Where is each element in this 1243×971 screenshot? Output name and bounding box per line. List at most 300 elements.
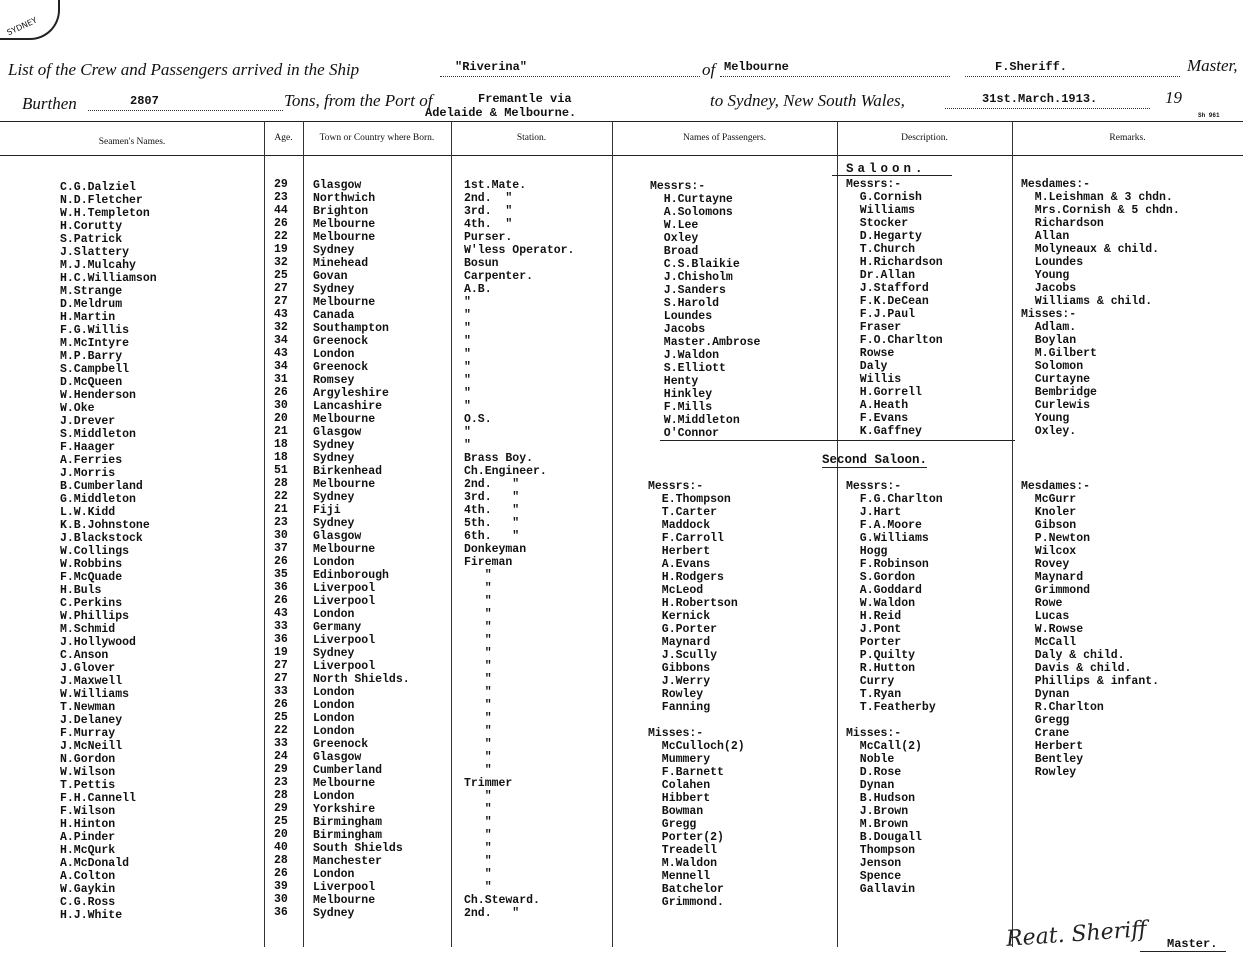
second-saloon-passenger: Treadell	[648, 844, 718, 857]
crew-station: Fireman	[464, 556, 513, 569]
second-saloon-passenger: J.Werry	[648, 675, 711, 688]
crew-name: D.Meldrum	[60, 298, 123, 311]
crew-name: C.Anson	[60, 649, 109, 662]
saloon-description-entry: A.Heath	[846, 399, 909, 412]
crew-birthplace: Sydney	[313, 517, 355, 530]
arrival-date: 31st.March.1913.	[982, 92, 1098, 106]
saloon-passenger: Hinkley	[650, 388, 713, 401]
saloon-description-entry: Fraser	[846, 321, 902, 334]
crew-age: 32	[274, 321, 288, 334]
second-saloon-description-column	[846, 480, 943, 896]
saloon-remarks-entry: Williams & child.	[1021, 295, 1153, 308]
second-saloon-remarks-entry: Knoler	[1021, 506, 1077, 519]
crew-station: "	[464, 725, 492, 738]
crew-age: 27	[274, 282, 288, 295]
crew-station: 4th. "	[464, 218, 513, 231]
saloon-remarks-entry: Curlewis	[1021, 399, 1091, 412]
crew-birthplace: Sydney	[313, 907, 355, 920]
saloon-description-entry: Daly	[846, 360, 888, 373]
crew-birthplace: Glasgow	[313, 179, 362, 192]
second-saloon-remarks-entry: McGurr	[1021, 493, 1077, 506]
second-saloon-description-entry: Porter	[846, 636, 902, 649]
crew-birthplace: London	[313, 556, 355, 569]
form-number: Sh 961	[1198, 112, 1220, 119]
second-saloon-remarks-entry: Gibson	[1021, 519, 1077, 532]
second-saloon-passenger	[648, 714, 745, 727]
second-saloon-passenger: Porter(2)	[648, 831, 724, 844]
crew-name: B.Cumberland	[60, 480, 143, 493]
crew-name: M.P.Barry	[60, 350, 123, 363]
crew-age: 34	[274, 334, 288, 347]
crew-age: 30	[274, 529, 288, 542]
crew-age: 23	[274, 191, 288, 204]
crew-age: 21	[274, 425, 288, 438]
crew-name: M.Strange	[60, 285, 123, 298]
saloon-passenger: Henty	[650, 375, 699, 388]
crew-name: W.Phillips	[60, 610, 130, 623]
crew-birthplace: London	[313, 699, 355, 712]
crew-age: 37	[274, 542, 288, 555]
crew-name: F.Wilson	[60, 805, 116, 818]
second-saloon-remarks-entry: Herbert	[1021, 740, 1084, 753]
saloon-remarks-entry: Molyneaux & child.	[1021, 243, 1160, 256]
second-saloon-passenger: Hibbert	[648, 792, 711, 805]
second-saloon-passenger: Rowley	[648, 688, 704, 701]
crew-age: 23	[274, 776, 288, 789]
second-saloon-description-entry: F.G.Charlton	[846, 493, 943, 506]
second-saloon-remarks-entry: Bentley	[1021, 753, 1084, 766]
burthen-label: Burthen	[22, 94, 77, 113]
crew-birthplace: Sydney	[313, 452, 355, 465]
second-saloon-passenger: T.Carter	[648, 506, 718, 519]
saloon-remarks-entry: M.Leishman & 3 chdn.	[1021, 191, 1173, 204]
second-saloon-passenger: Grimmond.	[648, 896, 724, 909]
crew-age: 26	[274, 698, 288, 711]
crew-birthplace: London	[313, 868, 355, 881]
crew-station: "	[464, 439, 471, 452]
crew-name: H.J.White	[60, 909, 123, 922]
crew-birthplace: Fiji	[313, 504, 341, 517]
saloon-description-entry: F.J.Paul	[846, 308, 916, 321]
saloon-description-entry: F.Evans	[846, 412, 909, 425]
crew-birthplace: Manchester	[313, 855, 383, 868]
crew-age: 36	[274, 633, 288, 646]
second-saloon-description-entry: H.Reid	[846, 610, 902, 623]
second-saloon-remarks-entry: Maynard	[1021, 571, 1084, 584]
ship-name-line	[440, 76, 700, 77]
crew-birthplace: London	[313, 725, 355, 738]
crew-station: "	[464, 608, 492, 621]
col-header-seamen: Seamen's Names.	[98, 137, 166, 147]
table-top-rule	[0, 121, 1243, 122]
crew-station: "	[464, 829, 492, 842]
crew-birthplace: Melbourne	[313, 231, 376, 244]
crew-station: "	[464, 348, 471, 361]
crew-age: 19	[274, 243, 288, 256]
saloon-remarks-entry: Young	[1021, 412, 1070, 425]
crew-name: W.Oke	[60, 402, 95, 415]
crew-station: 4th. "	[464, 504, 520, 517]
second-saloon-remarks-entry: W.Rowse	[1021, 623, 1084, 636]
crew-name: J.Blackstock	[60, 532, 143, 545]
crew-name: F.Haager	[60, 441, 116, 454]
second-saloon-passenger: M.Waldon	[648, 857, 718, 870]
saloon-passenger: S.Harold	[650, 297, 720, 310]
second-saloon-passenger: J.Scully	[648, 649, 718, 662]
saloon-remarks-entry: Allan	[1021, 230, 1070, 243]
crew-birthplace: Canada	[313, 309, 355, 322]
second-saloon-remarks-entry: Daly & child.	[1021, 649, 1125, 662]
crew-age: 32	[274, 256, 288, 269]
crew-name: C.Perkins	[60, 597, 123, 610]
crew-birthplace: Birkenhead	[313, 465, 383, 478]
crew-station: "	[464, 842, 492, 855]
crew-station: "	[464, 595, 492, 608]
saloon-remarks-entry: Adlam.	[1021, 321, 1077, 334]
crew-age: 29	[274, 178, 288, 191]
second-saloon-description-entry: J.Pont	[846, 623, 902, 636]
crew-birthplace: Greenock	[313, 361, 369, 374]
second-saloon-passenger: G.Porter	[648, 623, 718, 636]
crew-station: 3rd. "	[464, 491, 520, 504]
second-saloon-description-entry: B.Dougall	[846, 831, 922, 844]
col-divider	[303, 121, 304, 947]
crew-station: "	[464, 647, 492, 660]
customs-stamp	[0, 0, 60, 40]
crew-station: "	[464, 569, 492, 582]
crew-birthplace: Romsey	[313, 374, 355, 387]
crew-station: "	[464, 426, 471, 439]
saloon-passenger: Jacobs	[650, 323, 706, 336]
port-line	[720, 76, 950, 77]
crew-name: A.McDonald	[60, 857, 130, 870]
crew-station: O.S.	[464, 413, 492, 426]
crew-birthplace: Melbourne	[313, 543, 376, 556]
crew-birthplace: Sydney	[313, 283, 355, 296]
crew-names-column	[60, 181, 157, 922]
saloon-description-entry: Williams	[846, 204, 916, 217]
second-saloon-description-entry: F.Robinson	[846, 558, 929, 571]
crew-name: A.Pinder	[60, 831, 116, 844]
crew-name: H.Buls	[60, 584, 102, 597]
second-saloon-description-entry: D.Rose	[846, 766, 902, 779]
crew-age: 29	[274, 802, 288, 815]
saloon-description-entry: H.Gorrell	[846, 386, 922, 399]
crew-age: 19	[274, 646, 288, 659]
stamp-text: SYDNEY	[5, 15, 39, 38]
second-saloon-description-entry: Dynan	[846, 779, 895, 792]
crew-age: 34	[274, 360, 288, 373]
saloon-remarks-entry: Young	[1021, 269, 1070, 282]
saloon-description-entry: D.Hegarty	[846, 230, 922, 243]
crew-name: J.McNeill	[60, 740, 123, 753]
second-saloon-description-entry: S.Gordon	[846, 571, 916, 584]
crew-station: "	[464, 400, 471, 413]
saloon-passenger: Broad	[650, 245, 699, 258]
saloon-passenger: A.Solomons	[650, 206, 733, 219]
tons-from-label: Tons, from the Port of	[284, 91, 433, 110]
second-saloon-description-entry: Messrs:-	[846, 480, 902, 493]
crew-birthplace: Melbourne	[313, 894, 376, 907]
signature-role: Master.	[1167, 937, 1218, 951]
crew-age: 18	[274, 438, 288, 451]
from-port-line2: Adelaide & Melbourne.	[425, 106, 577, 120]
crew-age: 43	[274, 607, 288, 620]
second-saloon-passenger: Kernick	[648, 610, 711, 623]
second-saloon-passenger: Maynard	[648, 636, 711, 649]
crew-name: J.Morris	[60, 467, 116, 480]
signature-line	[1140, 951, 1226, 952]
crew-station: "	[464, 868, 492, 881]
master-label: Master,	[1187, 56, 1238, 75]
second-saloon-passenger: Gibbons	[648, 662, 711, 675]
saloon-description-entry: Messrs:-	[846, 178, 902, 191]
crew-age: 26	[274, 867, 288, 880]
crew-age: 27	[274, 659, 288, 672]
saloon-remarks-entry: Mrs.Cornish & 5 chdn.	[1021, 204, 1180, 217]
crew-station: "	[464, 296, 471, 309]
crew-station-column	[464, 179, 574, 920]
crew-station: 2nd. "	[464, 192, 513, 205]
from-port: Fremantle via	[478, 92, 572, 106]
second-saloon-description-entry: Noble	[846, 753, 895, 766]
saloon-description-entry: F.O.Charlton	[846, 334, 943, 347]
crew-birthplace: Greenock	[313, 335, 369, 348]
crew-age: 21	[274, 503, 288, 516]
second-saloon-passenger: McCulloch(2)	[648, 740, 745, 753]
second-saloon-remarks-entry: Wilcox	[1021, 545, 1077, 558]
crew-name: F.H.Cannell	[60, 792, 136, 805]
crew-age: 28	[274, 789, 288, 802]
crew-name: W.Robbins	[60, 558, 123, 571]
second-saloon-description-entry: J.Brown	[846, 805, 909, 818]
crew-station: "	[464, 699, 492, 712]
saloon-section-rule	[660, 440, 1015, 441]
crew-name: K.B.Johnstone	[60, 519, 150, 532]
crew-name: T.Newman	[60, 701, 116, 714]
crew-station: Ch.Steward.	[464, 894, 540, 907]
crew-age: 18	[274, 451, 288, 464]
saloon-remarks-entry: Jacobs	[1021, 282, 1077, 295]
of-label: of	[702, 60, 716, 79]
crew-name: N.D.Fletcher	[60, 194, 143, 207]
crew-birthplace: Germany	[313, 621, 362, 634]
second-saloon-passenger: Mummery	[648, 753, 711, 766]
crew-name: L.W.Kidd	[60, 506, 116, 519]
second-saloon-passenger: Bowman	[648, 805, 704, 818]
second-saloon-description-entry: F.A.Moore	[846, 519, 922, 532]
saloon-description-entry: T.Church	[846, 243, 916, 256]
crew-birthplace: Lancashire	[313, 400, 383, 413]
crew-age: 44	[274, 204, 288, 217]
crew-name: W.Collings	[60, 545, 130, 558]
crew-age: 29	[274, 763, 288, 776]
crew-age: 36	[274, 581, 288, 594]
crew-station: "	[464, 764, 492, 777]
saloon-description-entry: K.Gaffney	[846, 425, 922, 438]
second-saloon-passengers-column	[648, 480, 745, 909]
burthen-line	[88, 110, 283, 111]
crew-birthplace: Liverpool	[313, 595, 376, 608]
saloon-title: Saloon.	[846, 162, 927, 176]
second-saloon-description-entry: Spence	[846, 870, 902, 883]
second-saloon-passenger: H.Rodgers	[648, 571, 724, 584]
crew-name: C.G.Ross	[60, 896, 116, 909]
crew-station: "	[464, 634, 492, 647]
crew-age: 26	[274, 594, 288, 607]
saloon-description-entry: F.K.DeCean	[846, 295, 929, 308]
crew-name: F.G.Willis	[60, 324, 130, 337]
crew-age: 33	[274, 737, 288, 750]
second-saloon-passenger: E.Thompson	[648, 493, 731, 506]
saloon-passenger: S.Elliott	[650, 362, 726, 375]
crew-birthplace: Northwich	[313, 192, 376, 205]
saloon-passenger: W.Lee	[650, 219, 699, 232]
second-saloon-passenger: Mennell	[648, 870, 711, 883]
second-saloon-description-entry: J.Hart	[846, 506, 902, 519]
crew-age: 35	[274, 568, 288, 581]
second-saloon-description-entry: Jenson	[846, 857, 902, 870]
crew-birthplace: South Shields	[313, 842, 403, 855]
crew-station: "	[464, 881, 492, 894]
crew-age: 20	[274, 828, 288, 841]
crew-age: 33	[274, 620, 288, 633]
ship-name: "Riverina"	[455, 60, 528, 74]
crew-station: Ch.Engineer.	[464, 465, 547, 478]
crew-station: 6th. "	[464, 530, 520, 543]
col-divider	[451, 121, 452, 947]
port-of-registry: Melbourne	[724, 60, 789, 74]
crew-birthplace: Melbourne	[313, 296, 376, 309]
crew-station: A.B.	[464, 283, 492, 296]
crew-age: 31	[274, 373, 288, 386]
crew-birthplace: Brighton	[313, 205, 369, 218]
crew-station: "	[464, 790, 492, 803]
second-saloon-passenger: Messrs:-	[648, 480, 704, 493]
col-header-born: Town or Country where Born.	[319, 133, 435, 143]
saloon-passenger: O'Connor	[650, 427, 720, 440]
crew-age: 20	[274, 412, 288, 425]
saloon-passenger: Messrs:-	[650, 180, 706, 193]
second-saloon-remarks-entry: Grimmond	[1021, 584, 1091, 597]
crew-birthplace: Yorkshire	[313, 803, 376, 816]
crew-name: J.Drever	[60, 415, 116, 428]
second-saloon-passenger: F.Barnett	[648, 766, 724, 779]
crew-name: T.Pettis	[60, 779, 116, 792]
crew-birthplace: Glasgow	[313, 426, 362, 439]
crew-birthplace: Glasgow	[313, 530, 362, 543]
saloon-remarks-entry: Mesdames:-	[1021, 178, 1091, 191]
crew-age: 25	[274, 269, 288, 282]
second-saloon-remarks-entry: Dynan	[1021, 688, 1070, 701]
crew-station: "	[464, 686, 492, 699]
second-saloon-remarks-entry: Crane	[1021, 727, 1070, 740]
second-saloon-remarks-entry: McCall	[1021, 636, 1077, 649]
col-header-passengers: Names of Passengers.	[682, 133, 767, 143]
second-saloon-remarks-entry: Rovey	[1021, 558, 1070, 571]
saloon-remarks-entry: M.Gilbert	[1021, 347, 1097, 360]
crew-name: J.Hollywood	[60, 636, 136, 649]
crew-age: 25	[274, 815, 288, 828]
second-saloon-description-entry: Gallavin	[846, 883, 916, 896]
second-saloon-passenger: Maddock	[648, 519, 711, 532]
crew-name: W.Henderson	[60, 389, 136, 402]
crew-age: 23	[274, 516, 288, 529]
col-header-remarks: Remarks.	[1109, 133, 1146, 143]
crew-station: 3rd. "	[464, 205, 513, 218]
second-saloon-remarks-entry: Phillips & infant.	[1021, 675, 1160, 688]
header-line1-label: List of the Crew and Passengers arrived in the Ship	[8, 60, 360, 79]
crew-station: "	[464, 660, 492, 673]
crew-birthplace: Melbourne	[313, 777, 376, 790]
second-saloon-remarks-column	[1021, 480, 1159, 779]
crew-station: "	[464, 738, 492, 751]
date-line	[945, 108, 1150, 109]
crew-station: "	[464, 322, 471, 335]
saloon-passenger: J.Sanders	[650, 284, 726, 297]
crew-name: D.McQueen	[60, 376, 123, 389]
crew-age: 25	[274, 711, 288, 724]
crew-name: A.Ferries	[60, 454, 123, 467]
crew-station: "	[464, 309, 471, 322]
second-saloon-remarks-entry: Gregg	[1021, 714, 1070, 727]
crew-name: S.Campbell	[60, 363, 130, 376]
crew-age: 43	[274, 347, 288, 360]
saloon-passenger: H.Curtayne	[650, 193, 733, 206]
crew-birthplace: North Shields.	[313, 673, 410, 686]
saloon-remarks-entry: Bembridge	[1021, 386, 1097, 399]
crew-birthplace: Liverpool	[313, 634, 376, 647]
saloon-passenger: Master.Ambrose	[650, 336, 761, 349]
second-saloon-title: Second Saloon.	[822, 453, 928, 467]
crew-station: Donkeyman	[464, 543, 527, 556]
crew-birthplace: Liverpool	[313, 660, 376, 673]
crew-station: "	[464, 621, 492, 634]
crew-age: 51	[274, 464, 288, 477]
second-saloon-description-entry: Curry	[846, 675, 895, 688]
crew-station: "	[464, 335, 471, 348]
crew-birthplace: Cumberland	[313, 764, 383, 777]
crew-station: Brass Boy.	[464, 452, 534, 465]
crew-name: M.Schmid	[60, 623, 116, 636]
crew-age: 22	[274, 490, 288, 503]
crew-name: C.G.Dalziel	[60, 181, 136, 194]
second-saloon-description-entry	[846, 714, 943, 727]
crew-birthplace: Govan	[313, 270, 348, 283]
saloon-description-entry: Willis	[846, 373, 902, 386]
crew-name: H.Corutty	[60, 220, 123, 233]
crew-station: 2nd. "	[464, 907, 520, 920]
master-signature: Reat. Sheriff	[1005, 917, 1148, 952]
crew-age: 26	[274, 386, 288, 399]
col-header-station: Station.	[516, 133, 547, 143]
second-saloon-passenger: Gregg	[648, 818, 697, 831]
second-saloon-description-entry: R.Hutton	[846, 662, 916, 675]
crew-age: 22	[274, 724, 288, 737]
crew-age: 39	[274, 880, 288, 893]
crew-ages-column	[274, 178, 288, 919]
second-saloon-passenger: H.Robertson	[648, 597, 738, 610]
second-saloon-description-entry: T.Ryan	[846, 688, 902, 701]
saloon-description-entry: Dr.Allan	[846, 269, 916, 282]
crew-birthplace: Melbourne	[313, 413, 376, 426]
crew-age: 28	[274, 854, 288, 867]
crew-name: S.Patrick	[60, 233, 123, 246]
master-name: F.Sheriff.	[995, 60, 1068, 74]
crew-birthplace: London	[313, 608, 355, 621]
crew-birthplace: Argyleshire	[313, 387, 389, 400]
crew-age: 30	[274, 399, 288, 412]
